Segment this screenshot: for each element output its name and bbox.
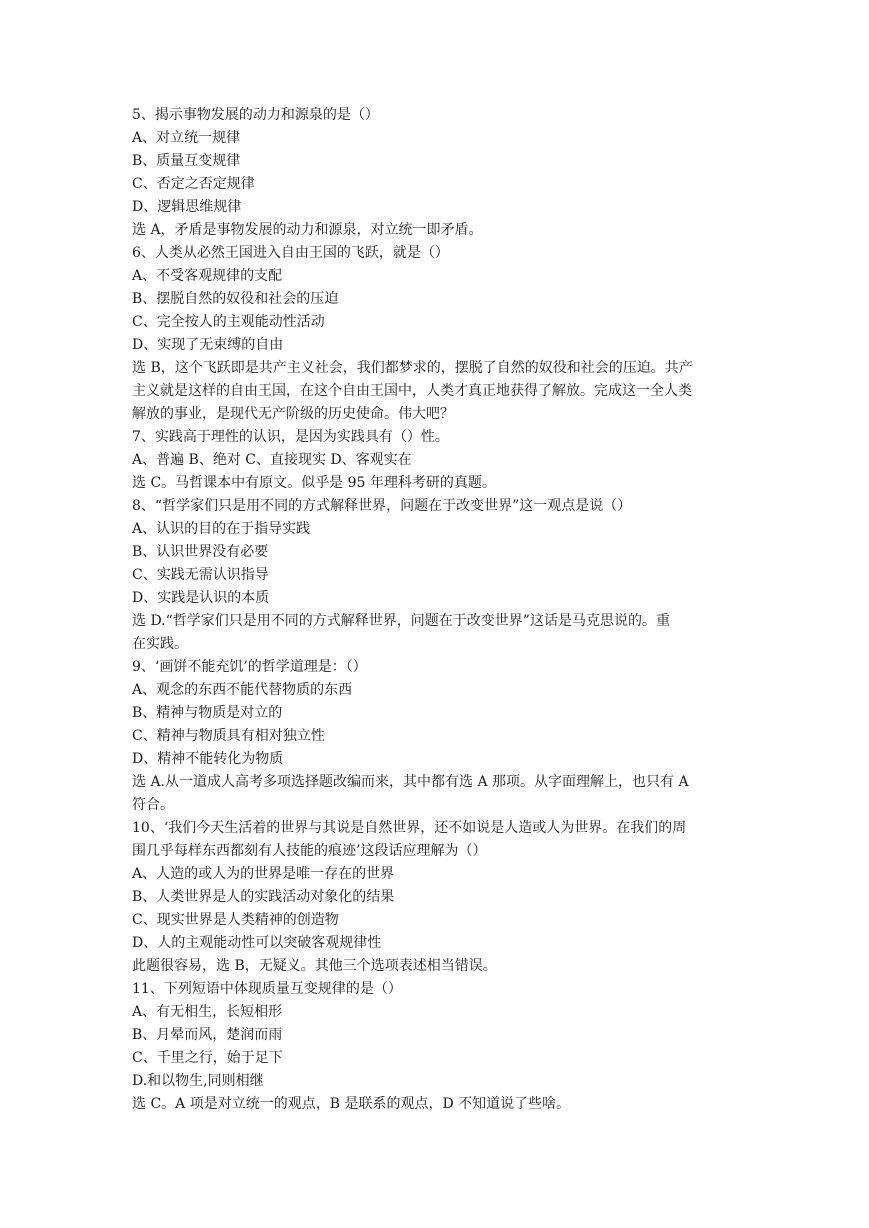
answer-6-cont: 主义就是这样的自由王国，在这个自由王国中，人类才真正地获得了解放。完成这一全人类 bbox=[132, 383, 692, 399]
question-8: 8、“哲学家们只是用不同的方式解释世界，问题在于改变世界”这一观点是说（） bbox=[132, 498, 632, 514]
option-c: C、精神与物质具有相对独立性 bbox=[132, 728, 325, 744]
answer-9: 选 A.从一道成人高考多项选择题改编而来，其中都有选 A 那项。从字面理解上，也只有 A bbox=[132, 774, 689, 790]
option-d: D、精神不能转化为物质 bbox=[132, 751, 284, 767]
option-b: B、认识世界没有必要 bbox=[132, 544, 269, 560]
option-c: C、千里之行，始于足下 bbox=[132, 1050, 283, 1066]
option-a: A、认识的目的在于指导实践 bbox=[132, 521, 311, 537]
answer-10: 此题很容易，选 B，无疑义。其他三个选项表述相当错误。 bbox=[132, 958, 497, 974]
question-5: 5、揭示事物发展的动力和源泉的是（） bbox=[132, 107, 379, 123]
option-b: B、质量互变规律 bbox=[132, 153, 241, 169]
option-b: B、月晕而风，楚润而雨 bbox=[132, 1027, 283, 1043]
option-d: D、逻辑思维规律 bbox=[132, 199, 242, 215]
option-c: C、现实世界是人类精神的创造物 bbox=[132, 912, 339, 928]
option-d: D.和以物生,同则相继 bbox=[132, 1073, 264, 1089]
answer-11: 选 C。A 项是对立统一的观点，B 是联系的观点，D 不知道说了些啥。 bbox=[132, 1096, 571, 1112]
option-b: B、摆脱自然的奴役和社会的压迫 bbox=[132, 291, 339, 307]
option-d: D、实践是认识的本质 bbox=[132, 590, 270, 606]
answer-7: 选 C。马哲课本中有原文。似乎是 95 年理科考研的真题。 bbox=[132, 475, 496, 491]
option-a: A、观念的东西不能代替物质的东西 bbox=[132, 682, 353, 698]
option-c: C、实践无需认识指导 bbox=[132, 567, 269, 583]
question-10-cont: 围几乎每样东西都刻有人技能的痕迹’这段话应理解为（） bbox=[132, 843, 487, 859]
document-body bbox=[132, 104, 742, 1116]
answer-8-cont: 在实践。 bbox=[132, 636, 188, 652]
option-d: D、实现了无束缚的自由 bbox=[132, 337, 284, 353]
answer-6-cont: 解放的事业，是现代无产阶级的历史使命。伟大吧？ bbox=[132, 406, 454, 422]
option-c: C、否定之否定规律 bbox=[132, 176, 255, 192]
answer-9-cont: 符合。 bbox=[132, 797, 174, 813]
answer-5: 选 A，矛盾是事物发展的动力和源泉，对立统一即矛盾。 bbox=[132, 222, 483, 238]
question-10: 10、‘我们今天生活着的世界与其说是自然世界，还不如说是人造或人为世界。在我们的周 bbox=[132, 820, 687, 836]
option-a: A、人造的或人为的世界是唯一存在的世界 bbox=[132, 866, 395, 882]
option-a: A、对立统一规律 bbox=[132, 130, 241, 146]
answer-8: 选 D.“哲学家们只是用不同的方式解释世界，问题在于改变世界”这话是马克思说的。重 bbox=[132, 613, 670, 629]
question-6: 6、人类从必然王国进入自由王国的飞跃，就是（） bbox=[132, 245, 449, 261]
option-a: A、有无相生，长短相形 bbox=[132, 1004, 283, 1020]
question-7: 7、实践高于理性的认识，是因为实践具有（）性。 bbox=[132, 429, 449, 445]
option-c: C、完全按人的主观能动性活动 bbox=[132, 314, 325, 330]
option-b: B、人类世界是人的实践活动对象化的结果 bbox=[132, 889, 395, 905]
option-d: D、人的主观能动性可以突破客观规律性 bbox=[132, 935, 382, 951]
options-7: A、普遍 B、绝对 C、直接现实 D、客观实在 bbox=[132, 452, 412, 468]
question-11: 11、下列短语中体现质量互变规律的是（） bbox=[132, 981, 402, 997]
answer-6: 选 B，这个飞跃即是共产主义社会，我们都梦求的，摆脱了自然的奴役和社会的压迫。共产 bbox=[132, 360, 693, 376]
option-b: B、精神与物质是对立的 bbox=[132, 705, 283, 721]
question-9: 9、‘画饼不能充饥’的哲学道理是：（） bbox=[132, 659, 367, 675]
option-a: A、不受客观规律的支配 bbox=[132, 268, 283, 284]
